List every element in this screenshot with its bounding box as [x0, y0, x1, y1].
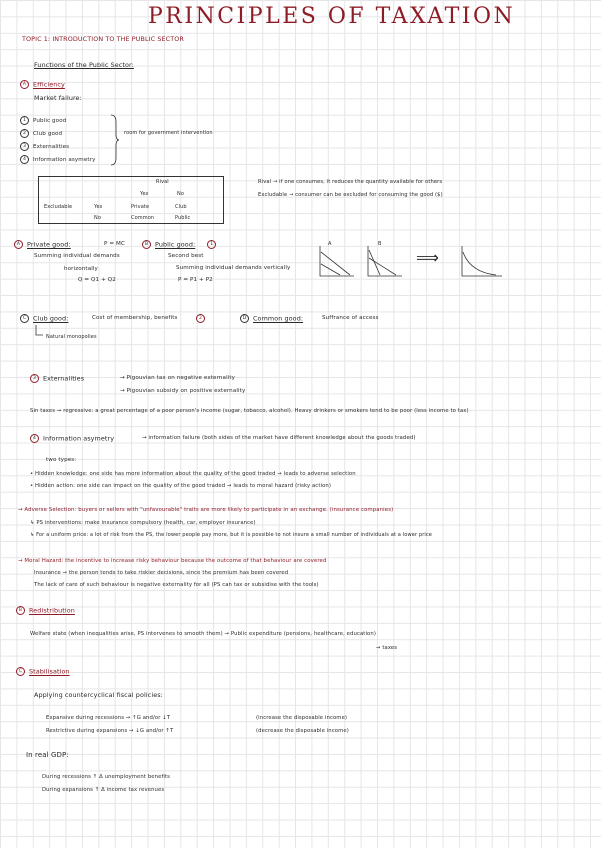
stabilisation-l4: In real GDP:	[26, 751, 69, 759]
note-circle: 1	[207, 240, 216, 249]
public-eq: P = P1 + P2	[178, 277, 213, 283]
stabilisation-l6: During expansions ↑ Δ income tax revenues	[42, 787, 165, 793]
stabilisation-heading	[16, 667, 70, 676]
public-good-heading	[142, 240, 220, 249]
common-good-label: Common good:	[253, 314, 304, 323]
redistribution-l1: Welfare state (when inequalities arise, PS intervenes to smooth them) → Public expenditure (pensions, healthcare, education)	[30, 631, 377, 637]
marker-a-circle: A	[14, 240, 23, 249]
graph-a-label: A	[328, 241, 332, 247]
club-good-heading	[20, 314, 68, 323]
topic-heading: TOPIC 1: INTRODUCTION TO THE PUBLIC SECTOR	[22, 35, 184, 43]
efficiency-label: Efficiency	[33, 80, 65, 89]
private-good-label: Private good:	[27, 240, 71, 249]
list-item	[20, 155, 96, 164]
club-good-text: Cost of membership, benefits	[92, 315, 178, 321]
private-line3: horizontally	[64, 266, 98, 272]
public-line2: Summing individual demands vertically	[176, 265, 291, 271]
matrix-row-no: No	[94, 215, 101, 221]
list-item	[20, 116, 66, 125]
common-good-text: Suffrance of access	[322, 315, 379, 321]
list-item	[20, 129, 62, 138]
externalities-label: Externalities	[43, 374, 85, 383]
marker-4-circle: 4	[30, 434, 39, 443]
stabilisation-l3a: Restrictive during expansions → ↓G and/or ↑T	[46, 728, 174, 734]
number-circle: 3	[20, 142, 29, 151]
adverse-l2: ↳ PS interventions: make insurance compulsory (health, car, employer insurance)	[30, 520, 256, 526]
hidden-action: Hidden action: one side can impact on the quality of the good traded → leads to moral hazard (risky action)	[35, 483, 332, 489]
info-asym-types: two types:	[46, 457, 77, 463]
private-eq: P = MC	[104, 241, 125, 247]
marker-c-circle: C	[20, 314, 29, 323]
externalities-heading	[30, 374, 84, 383]
club-good-label: Club good:	[33, 314, 69, 323]
stabilisation-l1: Applying countercyclical fiscal policies:	[34, 691, 163, 699]
matrix-excludable: Excludable	[44, 204, 73, 210]
marker-b-circle: B	[142, 240, 151, 249]
stabilisation-l5: During recessions ↑ Δ unemployment benefits	[42, 774, 171, 780]
functions-heading: Functions of the Public Sector:	[34, 61, 134, 69]
marker-b-circle: B	[16, 606, 25, 615]
adverse-l1: → Adverse Selection: buyers or sellers with "unfavourable" traits are more likely to participate in an exchange. (insurance companies)	[18, 507, 394, 513]
matrix-private: Private	[131, 204, 150, 210]
marker-a-circle: A	[20, 80, 29, 89]
list-item-label: Public good	[33, 118, 67, 124]
number-circle: 1	[20, 116, 29, 125]
info-bullet: • Hidden action: one side can impact on the quality of the good traded → leads to moral hazard (risky action)	[30, 483, 332, 489]
matrix-row-yes: Yes	[94, 204, 103, 210]
moral-l2: Insurance → the person tends to take riskier decisions, since the premium has been covered	[34, 570, 289, 576]
info-asym-heading	[30, 434, 114, 443]
market-failure-label: Market failure:	[34, 94, 82, 102]
matrix-no: No	[177, 191, 184, 197]
private-good-heading	[14, 240, 71, 249]
number-circle: 4	[20, 155, 29, 164]
redistribution-label: Redistribution	[29, 606, 75, 615]
matrix-common: Common	[131, 215, 155, 221]
redistribution-heading	[16, 606, 75, 615]
moral-l3: The lack of care of such behaviour is negative externality for all (PS can tax or subsidise with the tools)	[34, 582, 319, 588]
info-bullet: • Hidden knowledge: one side has more information about the quality of the good traded → leads to adverse selection	[30, 471, 356, 477]
public-line1: Second best	[168, 253, 204, 259]
list-item	[20, 142, 69, 151]
info-asym-label: Information asymetry	[43, 434, 115, 443]
public-good-label: Public good:	[155, 240, 196, 249]
stabilisation-l3b: (decrease the disposable income)	[256, 728, 349, 734]
club-sub: Natural monopolies	[46, 334, 97, 340]
demand-graphs	[310, 241, 520, 278]
brace-icon	[110, 114, 120, 166]
list-item-label: Club good	[33, 131, 63, 137]
list-item-label: Information asymetry	[33, 157, 96, 163]
info-asym-text: → information failure (both sides of the market have different knowledge about the goods traded)	[142, 435, 416, 441]
matrix-club: Club	[175, 204, 187, 210]
redistribution-l2: → taxes	[376, 645, 398, 651]
list-item-label: Externalities	[33, 144, 70, 150]
page-title: PRINCIPLES OF TAXATION	[148, 4, 516, 29]
matrix-public: Public	[175, 215, 191, 221]
private-eq2: Q = Q1 + Q2	[78, 277, 116, 283]
marker-d-circle: D	[240, 314, 249, 323]
moral-l1: → Moral Hazard: the incentive to increase risky behaviour because the outcome of that behaviour are covered	[18, 558, 327, 564]
matrix-rival: Rival	[156, 179, 169, 185]
marker-3-circle: 3	[30, 374, 39, 383]
brace-note: room for government intervention	[124, 130, 213, 136]
efficiency-heading	[20, 80, 65, 89]
implies-arrow-icon: ⟹	[416, 248, 440, 267]
graph-b-label: B	[378, 241, 382, 247]
excludable-definition: Excludable → consumer can be excluded for consuming the good ($)	[258, 192, 443, 198]
hook-arrow-icon	[34, 325, 44, 339]
hidden-knowledge: Hidden knowledge: one side has more information about the quality of the good traded → leads to adverse selection	[35, 471, 356, 477]
stabilisation-label: Stabilisation	[29, 667, 70, 676]
matrix-yes: Yes	[140, 191, 149, 197]
club-note	[196, 314, 209, 323]
moral-hazard	[18, 559, 326, 564]
sin-taxes: Sin taxes → regressive: a great percentage of a poor person's income (sugar, tobacco, alcohol). Heavy drinkers or smokers tend to be poor (less income to tax)	[30, 408, 469, 414]
stabilisation-l2b: (increase the disposable income)	[256, 715, 348, 721]
marker-c-circle: C	[16, 667, 25, 676]
stabilisation-l2a: Expansive during recessions → ↑G and/or ↓T	[46, 715, 171, 721]
note-circle: 2	[196, 314, 205, 323]
number-circle: 2	[20, 129, 29, 138]
rival-definition: Rival → if one consumes, it reduces the quantity available for others	[258, 179, 443, 185]
externalities-a2: → Pigouvian subsidy on positive externality	[120, 388, 246, 394]
private-line2: Summing individual demands	[34, 253, 120, 259]
externalities-a1: → Pigouvian tax on negative externality	[120, 375, 236, 381]
common-good-heading	[240, 314, 303, 323]
adverse-selection	[18, 508, 393, 513]
adverse-l3: ↳ For a uniform price: a lot of risk from the PS, the lower people pay more, but it is possible to not insure a small number of individuals at a lower price	[30, 532, 433, 538]
